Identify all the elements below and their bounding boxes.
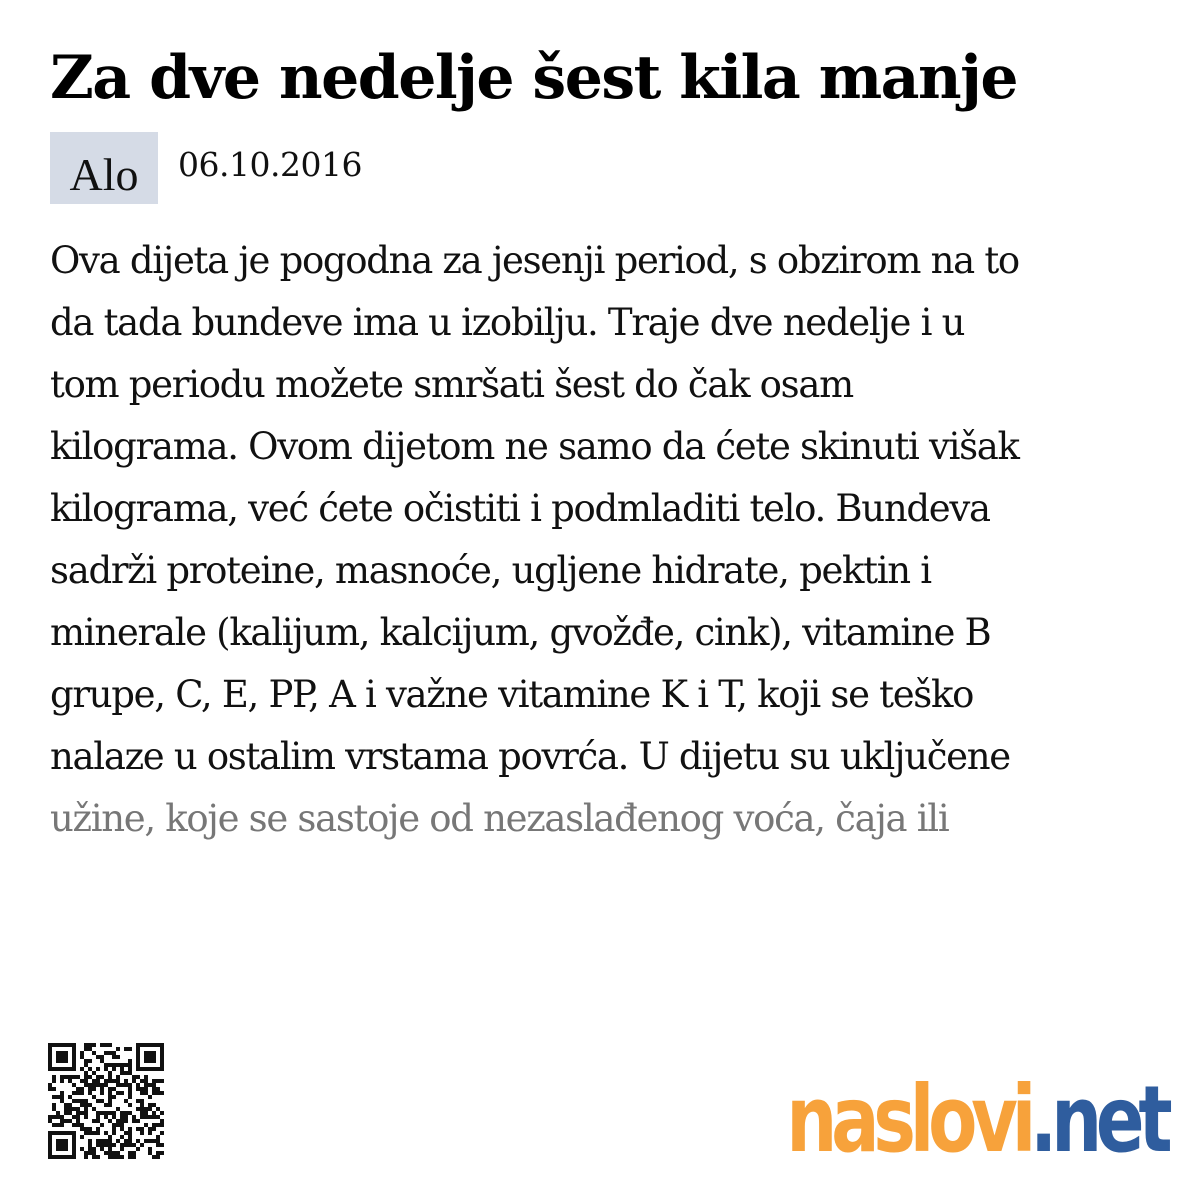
article-line: nalaze u ostalim vrstama povrća. U dijetu su uključene <box>50 735 1010 778</box>
article-line: kilograma, već ćete očistiti i podmladiti telo. Bundeva <box>50 487 990 530</box>
article-line: tom periodu možete smršati šest do čak osam <box>50 363 853 406</box>
article-title: Za dve nedelje šest kila manje <box>50 43 1018 113</box>
logo-text-naslovi: naslovi <box>785 1066 1030 1173</box>
article-line: minerale (kalijum, kalcijum, gvožđe, cink), vitamine B <box>50 611 991 654</box>
naslovi-net-logo[interactable] <box>785 1054 1166 1173</box>
article-line-faded: užine, koje se sastoje od nezaslađenog voća, čaja ili <box>50 797 949 840</box>
publish-date: 06.10.2016 <box>178 145 362 184</box>
article-line: grupe, C, E, PP, A i važne vitamine K i T, koji se teško <box>50 673 974 716</box>
article-line: kilograma. Ovom dijetom ne samo da ćete skinuti višak <box>50 425 1019 468</box>
article-body <box>50 230 1155 850</box>
source-badge[interactable]: Alo <box>50 132 158 204</box>
logo-text-net: .net <box>1029 1066 1166 1173</box>
article-line: Ova dijeta je pogodna za jesenji period, s obzirom na to <box>50 239 1019 282</box>
article-line: da tada bundeve ima u izobilju. Traje dve nedelje i u <box>50 301 965 344</box>
article-line: sadrži proteine, masnoće, ugljene hidrate, pektin i <box>50 549 931 592</box>
qr-code-icon[interactable] <box>48 1038 164 1164</box>
